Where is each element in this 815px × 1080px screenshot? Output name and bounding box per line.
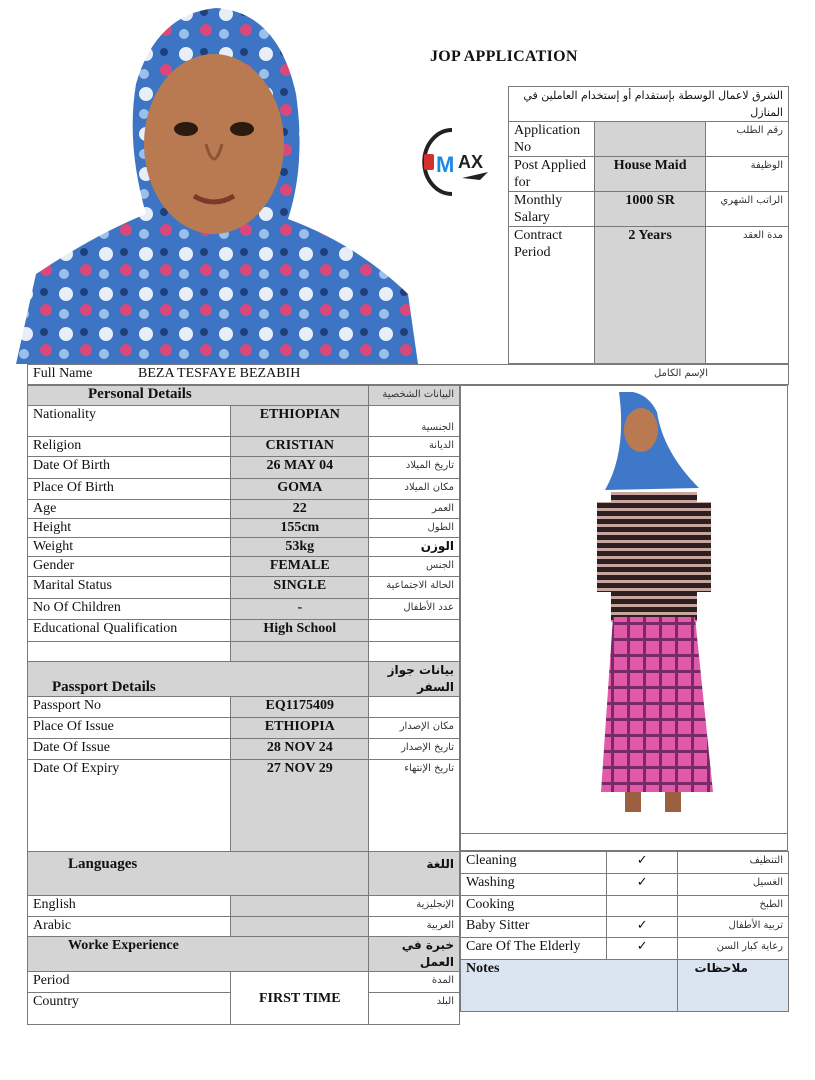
gender-label: Gender	[28, 557, 231, 577]
skill-cleaning-check: ✓	[607, 852, 678, 874]
passport-details-heading: Passport Details	[28, 662, 369, 697]
languages-arabic: اللغة	[369, 852, 460, 896]
experience-arabic: خبرة في العمل	[369, 937, 460, 972]
language-arabic-arabic: العربية	[369, 917, 460, 937]
pob-arabic: مكان الميلاد	[369, 479, 460, 500]
weight-arabic: الوزن	[369, 538, 460, 557]
nationality-value: ETHIOPIAN	[231, 406, 369, 437]
full-name-row	[27, 364, 789, 385]
skills-table	[460, 851, 789, 1012]
skill-elderly-care-arabic: رعاية كبار السن	[678, 938, 789, 960]
application-no-label: Application No	[509, 122, 595, 157]
age-value: 22	[231, 500, 369, 519]
post-arabic: الوظيفة	[706, 157, 789, 192]
religion-label: Religion	[28, 437, 231, 457]
weight-label: Weight	[28, 538, 231, 557]
marital-status-label: Marital Status	[28, 577, 231, 599]
contract-label: Contract Period	[509, 227, 595, 364]
full-body-photo	[589, 392, 719, 822]
education-value: High School	[231, 620, 369, 642]
dob-arabic: تاريخ الميلاد	[369, 457, 460, 479]
skill-cleaning-label: Cleaning	[461, 852, 607, 874]
education-label: Educational Qualification	[28, 620, 231, 642]
photo-frame-divider	[461, 833, 787, 834]
children-arabic: عدد الأطفال	[369, 599, 460, 620]
application-no-arabic: رقم الطلب	[706, 122, 789, 157]
height-value: 155cm	[231, 519, 369, 538]
religion-value: CRISTIAN	[231, 437, 369, 457]
date-of-expiry-arabic: تاريخ الإنتهاء	[369, 760, 460, 863]
height-arabic: الطول	[369, 519, 460, 538]
dob-value: 26 MAY 04	[231, 457, 369, 479]
date-of-issue-arabic: تاريخ الإصدار	[369, 739, 460, 760]
children-label: No Of Children	[28, 599, 231, 620]
skill-washing-label: Washing	[461, 874, 607, 896]
languages-heading: Languages	[28, 852, 369, 896]
svg-text:M: M	[436, 152, 455, 177]
notes-label: Notes	[461, 960, 678, 1012]
passport-details-arabic: بيانات جواز السفر	[369, 662, 460, 697]
experience-value: FIRST TIME	[231, 972, 369, 1025]
skill-elderly-care-label: Care Of The Elderly	[461, 938, 607, 960]
period-arabic: المدة	[369, 972, 460, 993]
skill-cooking-check	[607, 896, 678, 917]
date-of-issue-value: 28 NOV 24	[231, 739, 369, 760]
nationality-arabic: الجنسية	[369, 406, 460, 437]
portrait-photo	[16, 4, 418, 364]
place-of-issue-label: Place Of Issue	[28, 718, 231, 739]
skill-baby-sitter-label: Baby Sitter	[461, 917, 607, 938]
contract-arabic: مدة العقد	[706, 227, 789, 364]
children-value: -	[231, 599, 369, 620]
language-arabic-value	[231, 917, 369, 937]
passport-no-arabic	[369, 697, 460, 718]
skill-cooking-label: Cooking	[461, 896, 607, 917]
notes-arabic: ملاحظات	[678, 960, 789, 1012]
page-title: JOP APPLICATION	[430, 48, 578, 65]
religion-arabic: الديانة	[369, 437, 460, 457]
pob-value: GOMA	[231, 479, 369, 500]
personal-details-table	[27, 385, 460, 863]
salary-label: Monthly Salary	[509, 192, 595, 227]
blank-row-arabic	[369, 642, 460, 662]
place-of-issue-value: ETHIOPIA	[231, 718, 369, 739]
skill-cooking-arabic: الطبخ	[678, 896, 789, 917]
period-label: Period	[28, 972, 231, 993]
application-no-value	[594, 122, 705, 157]
post-value: House Maid	[594, 157, 705, 192]
skill-washing-check: ✓	[607, 874, 678, 896]
age-arabic: العمر	[369, 500, 460, 519]
salary-arabic: الراتب الشهري	[706, 192, 789, 227]
date-of-expiry-value: 27 NOV 29	[231, 760, 369, 863]
contract-value: 2 Years	[594, 227, 705, 364]
marital-status-value: SINGLE	[231, 577, 369, 599]
gender-value: FEMALE	[231, 557, 369, 577]
skill-baby-sitter-check: ✓	[607, 917, 678, 938]
personal-details-heading: Personal Details	[28, 386, 369, 406]
languages-experience-table	[27, 851, 460, 1025]
language-english-arabic: الإنجليزية	[369, 896, 460, 917]
experience-heading: Worke Experience	[28, 937, 369, 972]
skill-baby-sitter-arabic: تربية الأطفال	[678, 917, 789, 938]
application-table	[508, 86, 789, 364]
weight-value: 53kg	[231, 538, 369, 557]
height-label: Height	[28, 519, 231, 538]
pob-label: Place Of Birth	[28, 479, 231, 500]
skill-washing-arabic: الغسيل	[678, 874, 789, 896]
language-arabic-label: Arabic	[28, 917, 231, 937]
skill-elderly-care-check: ✓	[607, 938, 678, 960]
date-of-issue-label: Date Of Issue	[28, 739, 231, 760]
nationality-label: Nationality	[28, 406, 231, 437]
full-name-value: BEZA TESFAYE BEZABIH	[133, 365, 543, 385]
post-label: Post Applied for	[509, 157, 595, 192]
passport-no-label: Passport No	[28, 697, 231, 718]
company-logo	[418, 118, 494, 206]
date-of-expiry-label: Date Of Expiry	[28, 760, 231, 863]
language-english-value	[231, 896, 369, 917]
passport-no-value: EQ1175409	[231, 697, 369, 718]
dob-label: Date Of Birth	[28, 457, 231, 479]
company-arabic-name: الشرق لاعمال الوسطة بإستقدام أو إستخدام العاملين في المنازل	[509, 87, 789, 122]
gender-arabic: الجنس	[369, 557, 460, 577]
age-label: Age	[28, 500, 231, 519]
salary-value: 1000 SR	[594, 192, 705, 227]
country-arabic: البلد	[369, 993, 460, 1025]
marital-status-arabic: الحالة الاجتماعية	[369, 577, 460, 599]
blank-row-label	[28, 642, 231, 662]
personal-details-arabic: البيانات الشخصية	[369, 386, 460, 406]
place-of-issue-arabic: مكان الإصدار	[369, 718, 460, 739]
full-name-arabic: الإسم الكامل	[543, 365, 789, 385]
language-english-label: English	[28, 896, 231, 917]
blank-row-value	[231, 642, 369, 662]
country-label: Country	[28, 993, 231, 1025]
skill-cleaning-arabic: التنظيف	[678, 852, 789, 874]
education-arabic	[369, 620, 460, 642]
svg-text:AX: AX	[458, 152, 484, 172]
full-name-label: Full Name	[28, 365, 134, 385]
full-body-photo-frame	[460, 385, 788, 851]
